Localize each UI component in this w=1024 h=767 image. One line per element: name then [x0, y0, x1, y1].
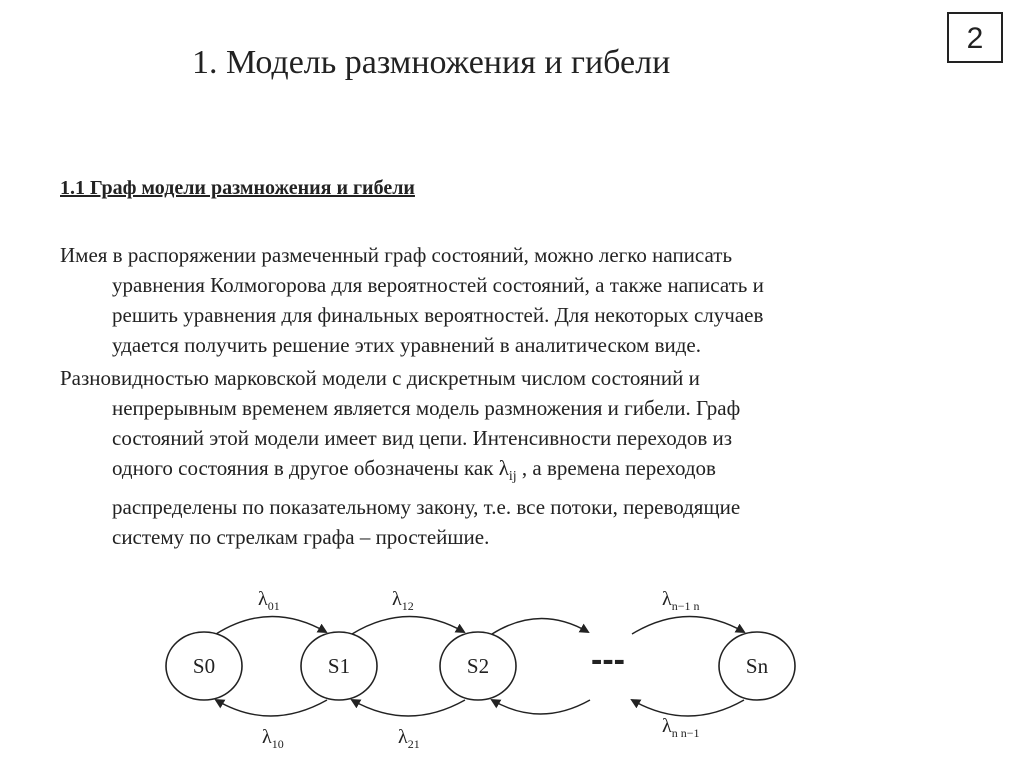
state-label-s0: S0: [192, 654, 216, 678]
paragraph-line: Разновидностью марковской модели с дискретным числом состояний и: [60, 366, 700, 390]
line-text: , а времена переходов: [516, 456, 716, 480]
paragraph-line: систему по стрелкам графа – простейшие.: [112, 525, 490, 549]
page-number-box: 2: [947, 12, 1003, 63]
arrow-10: [216, 700, 327, 716]
paragraph-kolmogorov: [60, 240, 960, 360]
section-subtitle: 1.1 Граф модели размножения и гибели: [60, 177, 415, 199]
arrow-n-n-1: [632, 700, 744, 716]
paragraph-line: непрерывным временем является модель размножения и гибели. Граф: [112, 396, 741, 420]
lambda-subscript: ij: [508, 469, 517, 484]
paragraph-line: [60, 453, 960, 492]
paragraph-line: решить уравнения для финальных вероятностей. Для некоторых случаев: [112, 303, 764, 327]
lambda-n-1-n-label: $\lambda_{n-1 n}$: [662, 588, 700, 613]
paragraph-line: Имея в распоряжении размеченный граф состояний, можно легко написать: [60, 243, 733, 267]
state-label-s1: S1: [327, 654, 351, 678]
line-text: одного состояния в другое обозначены как: [112, 456, 499, 480]
arrow-12: [352, 616, 464, 634]
lambda-21-label: $\lambda_{21}$: [398, 726, 420, 751]
paragraph-line: уравнения Колмогорова для вероятностей состояний, а также написать и: [112, 273, 764, 297]
arrow-21: [352, 700, 465, 716]
state-graph-diagram: [0, 560, 1024, 767]
arrow-2-dots: [492, 618, 588, 634]
arrow-dots-2: [492, 700, 590, 714]
slide-title: 1. Модель размножения и гибели: [192, 44, 671, 81]
state-label-s2: S2: [466, 654, 490, 678]
lambda-01-label: $\lambda_{01}$: [258, 588, 280, 613]
arrow-n-1-n: [632, 616, 744, 634]
paragraph-line: удается получить решение этих уравнений в аналитическом виде.: [112, 333, 701, 357]
lambda-10-label: $\lambda_{10}$: [262, 726, 284, 751]
lambda-symbol: λ: [498, 456, 509, 480]
paragraph-line: распределены по показательному закону, т.е. все потоки, переводящие: [112, 495, 741, 519]
arrow-01: [216, 616, 326, 634]
chain-ellipsis: ---: [591, 641, 625, 679]
paragraph-birth-death: [60, 363, 960, 552]
state-label-sn: Sn: [745, 654, 769, 678]
lambda-n-n-1-label: $\lambda_{n n-1}$: [662, 715, 700, 740]
lambda-12-label: $\lambda_{12}$: [392, 588, 414, 613]
paragraph-line: состояний этой модели имеет вид цепи. Интенсивности переходов из: [112, 426, 733, 450]
